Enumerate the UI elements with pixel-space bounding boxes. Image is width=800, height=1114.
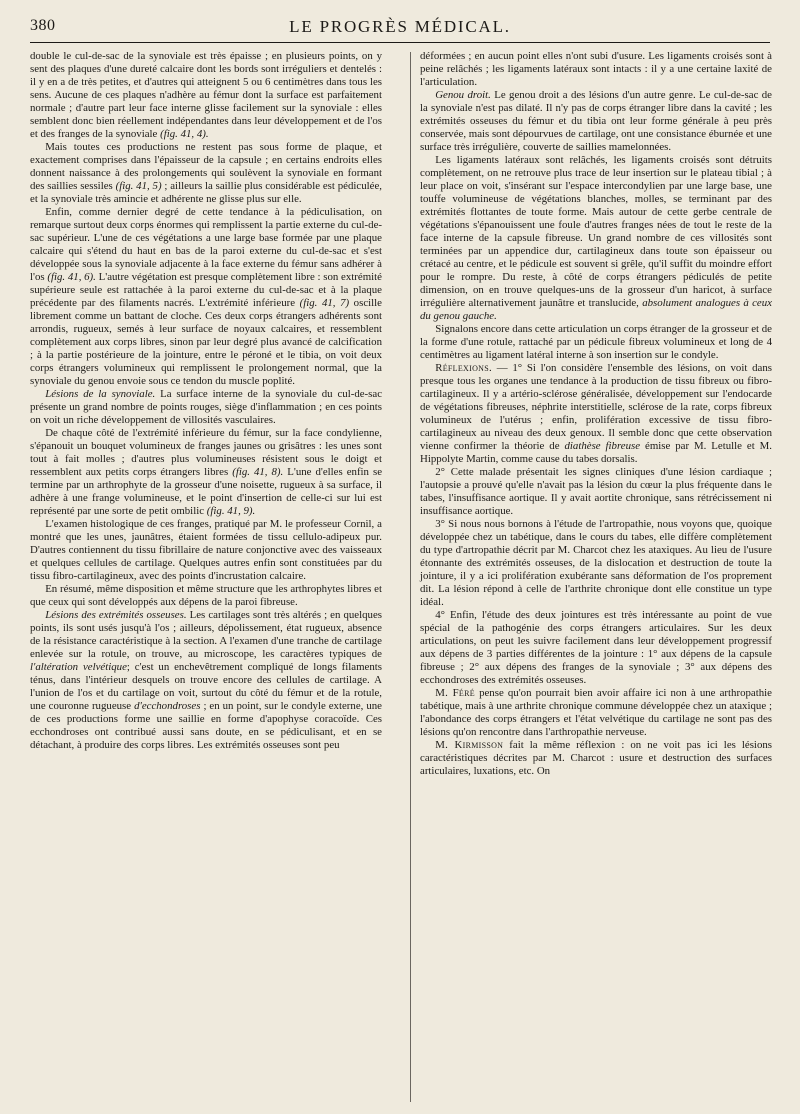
paragraph: M. Kirmisson fait la même réflexion : on ne voit pas ici les lésions caractéristiques décrites par M. Charcot : usure et destruction des surfaces articulaires, luxations, etc. On: [420, 739, 773, 777]
page-number: 380: [30, 17, 56, 34]
paragraph: Réflexions. — 1° Si l'on considère l'ensemble des lésions, on voit dans presque tous les organes une tendance à la production de tissu fibreux ou fibro-cartilagineux. Il y a artério-sclérose généralisée, développement sur l'endocarde de végétations fibreuses, néphrite interstitielle, sclérose de la rate, corps fibreux volumineux de l'utérus ; enfin, prolifération excessive de tissu fibro-cartilagineux au niveau des deux genoux. Il semble donc que cette observation vienne confirmer la théorie de diathèse fibreuse émise par M. Letulle et M. Hippolyte Martin, comme cause du tabes dorsalis.: [420, 362, 773, 465]
section-heading: Lésions de la synoviale.: [45, 388, 156, 400]
journal-title: LE PROGRÈS MÉDICAL.: [289, 17, 511, 36]
paragraph: double le cul-de-sac de la synoviale est très épaisse ; en plusieurs points, on y sent des plaques d'une dureté calcaire dont les bords sont irréguliers et dentelés : il y en a de très petites, et d'autres qui atteignent 5 ou 6 centimètres dans tous les sens. Aucune de ces plaques n'adhère au fémur dont la surface est parfaitement normale ; d'autre part leur face interne glisse facilement sur la synoviale : elles semblent donc bien réellement indépendantes dans leur développement et de l'os et des franges de la synoviale (fig. 41, 4).: [30, 50, 382, 140]
speaker-name: M. Kirmisson: [435, 739, 504, 751]
paragraph: M. Féré pense qu'on pourrait bien avoir affaire ici non à une arthropathie tabétique, mais à une arthrite chronique commune développée chez un ataxique ; l'abondance des corps étrangers et l'état velvétique du cartilage ne sont pas des lésions qu'on rencontre dans l'arthropathie nerveuse.: [420, 687, 772, 738]
section-heading: Réflexions.: [435, 362, 492, 374]
paragraph: Signalons encore dans cette articulation un corps étranger de la grosseur et de la forme d'une rotule, rattaché par un pédicule fibreux volumineux et long de 4 centimètres au ligament latéral interne à son insertion sur le condyle.: [420, 323, 772, 361]
paragraph: Enfin, comme dernier degré de cette tendance à la pédiculisation, on remarque surtout deux corps énormes qui remplissent la partie externe du cul-de-sac supérieur. L'une de ces végétations a une large base formée par une plaque calcaire qui s'étend du haut en bas de la paroi externe du cul-de-sac et s'est développée sous la synoviale adjacente à la face externe du fémur sans adhérer à l'os (fig. 41, 6). L'autre végétation est presque complètement libre : son extrémité supérieure seule est rattachée à la paroi externe du cul-de-sac et à la plaque précédente par des filaments nacrés. L'extrémité inférieure (fig. 41, 7) oscille librement comme un battant de cloche. Ces deux corps étrangers adhérents sont arrondis, rugueux, semés à leur surface de noyaux calcaires, et ressemblent complètement aux corps libres, sinon par leur degré plus avancé de calcification ; à la partie postérieure de la jointure, entre le péroné et le tibia, on voit deux corps étrangers volumineux qui remplissent le prolongement normal, que la synoviale du genou envoie sous ce tendon du muscle poplité.: [30, 206, 382, 387]
speaker-name: M. Féré: [435, 687, 475, 699]
paragraph: L'examen histologique de ces franges, pratiqué par M. le professeur Cornil, a montré que les unes, jaunâtres, étaient formées de tissu cellulo-adipeux pur. D'autres contiennent du tissu fibrillaire de nature conjonctive avec des vaisseaux et quelques cellules de cartilage. Quelques autres enfin sont constituées par du tissu fibro-cartilagineux, avec des points d'incrustation calcaire.: [30, 518, 382, 582]
paragraph: 3° Si nous nous bornons à l'étude de l'artropathie, nous voyons que, quoique développée chez un tabétique, dans le cours du tabes, elle diffère complètement du type d'artropathie décrit par M. Charcot chez les ataxiques. Au lieu de l'usure étonnante des extrémités osseuses, de la dislocation et destruction de toute la jointure, il y a ici prolifération exubérante sans déformation de l'os proprement dit. La lésion répond à celle de l'arthrite chronique dont elle constitue un type idéal.: [420, 518, 772, 608]
paragraph: 2° Cette malade présentait les signes cliniques d'une lésion cardiaque ; l'autopsie a prouvé qu'elle n'avait pas la lésion du cœur la plus fréquente dans le tabes, l'insuffisance aortique. Il y avait aortite chronique, sans rétrécissement ni insuffisance aortique.: [420, 466, 772, 517]
section-heading: Lésions des extrémités osseuses.: [45, 609, 187, 621]
paragraph: déformées ; en aucun point elles n'ont subi d'usure. Les ligaments croisés sont à peine relâchés ; les ligaments latéraux sont intacts : il y a une certaine laxité de l'articulation.: [420, 50, 772, 88]
paragraph: Les ligaments latéraux sont relâchés, les ligaments croisés sont détruits complètement, on ne retrouve plus trace de leur insertion sur le plateau tibial ; à leur place on voit, s'insérant sur l'espace intercondylien par une large base, une touffe volumineuse de végétations blanches, molles, se terminant par des extrémités flottantes de toute forme. Mais autour de cette gerbe centrale de végétations s'épanouissent une foule d'autres franges nées de tout le reste de la face interne de la capsule fibreuse. Un grand nombre de ces villosités sont terminées par un appendice dur, cartilagineux dans toute son épaisseur ou crétacé au centre, et le pédicule est souvent si grêle, qu'il suffit du moindre effort pour le rompre. Du reste, à côté de corps étrangers pédiculés de petite dimension, on en trouve quelques-uns de la grosseur d'un haricot, à surface irrégulière alternativement jaunâtre et translucide, absolument analogues à ceux du genou gauche.: [420, 154, 772, 322]
paragraph: Lésions des extrémités osseuses. Les cartilages sont très altérés ; en quelques points, ils sont usés jusqu'à l'os ; ailleurs, dépolissement, état rugueux, absence de la résistance caractéristique à la section. A l'examen d'une tranche de cartilage enlevée sur la rotule, on trouve, au microscope, les caractères typiques de l'altération velvétique; c'est un enchevêtrement compliqué de longs filaments ténus, dans l'intérieur desquels on trouve encore des cellules de cartilage. A l'union de l'os et du cartilage on voit, surtout du côté du fémur et de la rotule, une couronne rugueuse d'ecchondroses ; en un point, sur le condyle externe, une de ces productions forme une saillie en forme d'apophyse coracoïde. Ces ecchondroses ont contribué aussi sans doute, en se pédiculisant, et en se détachant, à produire des corps libres. Les extrémités osseuses sont peu: [30, 609, 383, 751]
paragraph: Genou droit. Le genou droit a des lésions d'un autre genre. Le cul-de-sac de la synoviale n'est pas dilaté. Il n'y pas de corps étranger libre dans la cavité ; les extrémités osseuses du fémur et du tibia ont leur forme générale à peu près conservée, mais sont dépourvues de cartilage, ont une consistance éburnée et une surface très irrégulière, couverte de saillies mamelonnées.: [420, 89, 772, 153]
paragraph: Mais toutes ces productions ne restent pas sous forme de plaque, et exactement comprises dans l'épaisseur de la capsule ; en certains endroits elles donnent naissance à des prolongements qui soulèvent la synoviale en formant des saillies sessiles (fig. 41, 5) ; ailleurs la saillie plus considérable est pédiculée, et la synoviale très amincie et adhérente ne glisse plus sur elle.: [30, 141, 382, 205]
page-header: [30, 12, 770, 43]
paragraph: Lésions de la synoviale. La surface interne de la synoviale du cul-de-sac présente un grand nombre de points rouges, siège d'inflammation ; en ces points on voit un riche développement de villosités vasculaires.: [30, 388, 383, 426]
paragraph: En résumé, même disposition et même structure que les arthrophytes libres et que ceux qui sont développés aux dépens de la paroi fibreuse.: [30, 583, 382, 608]
left-column: [30, 50, 382, 752]
section-heading: Genou droit.: [435, 89, 491, 101]
column-divider: [410, 52, 411, 1102]
paragraph: De chaque côté de l'extrémité inférieure du fémur, sur la face condylienne, s'épanouit un bouquet volumineux de franges jaunes ou grisâtres : les unes sont tout à fait molles ; d'autres plus volumineuses résistent sous le doigt et ressemblent aux petits corps étrangers libres (fig. 41, 8). L'une d'elles enfin se termine par un arthrophyte de la grosseur d'une noisette, rugueux à sa surface, il adhère à une frange volumineuse, et le point d'insertion de celle-ci sur lui est représenté par une sorte de petit ombilic (fig. 41, 9).: [30, 427, 383, 517]
right-column: [420, 50, 772, 778]
paragraph: 4° Enfin, l'étude des deux jointures est très intéressante au point de vue spécial de la pathogénie des corps étrangers articulaires. Sur les deux articulations, on peut les suivre facilement dans leur développement progressif aux dépens de 3 parties différentes de la jointure : 1° aux dépens de la capsule fibreuse ; 2° aux dépens des franges de la synoviale ; 3° aux dépens des ecchondroses des extrémités osseuses.: [420, 609, 772, 686]
